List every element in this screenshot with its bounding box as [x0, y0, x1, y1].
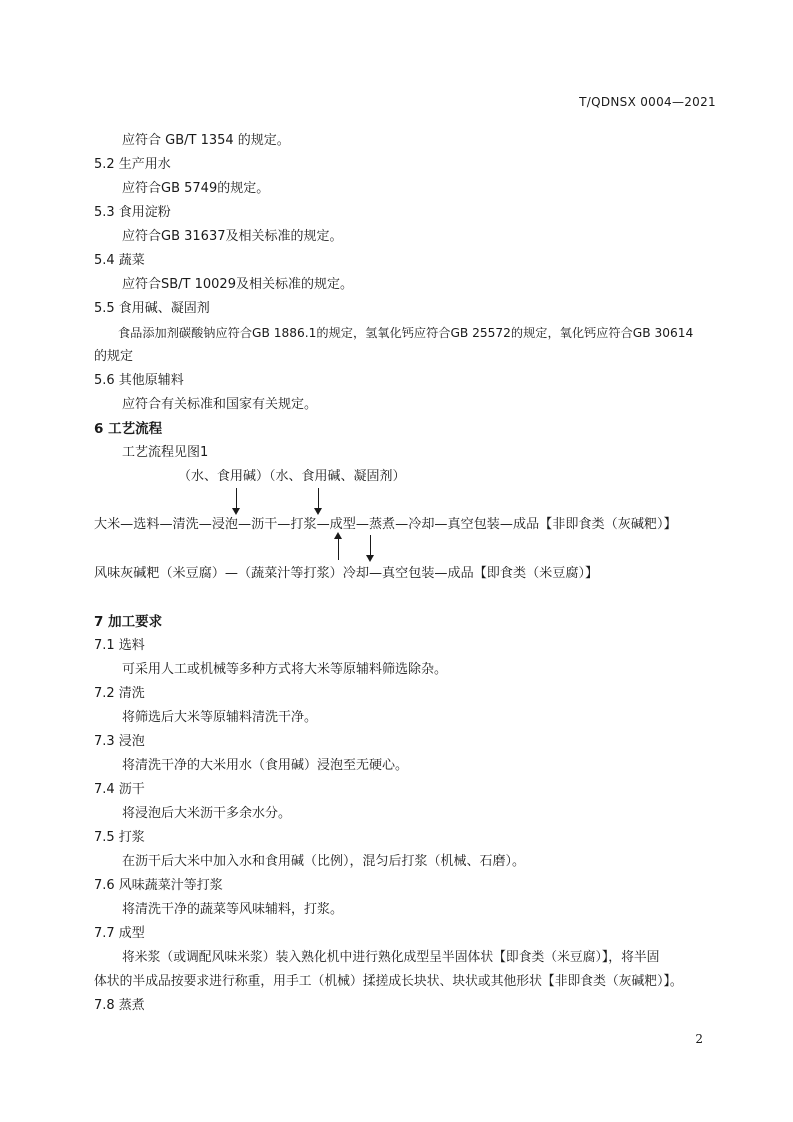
text-5-4-body: 应符合SB/T 10029及相关标准的规定。 [122, 277, 353, 292]
text-5-2-body: 应符合GB 5749的规定。 [122, 181, 270, 196]
page-number: 2 [695, 1032, 703, 1046]
text-7-7-body-cont: 体状的半成品按要求进行称重，用手工（机械）揉搓成长块状、块状或其他形状【非即食类（灰碱粑）】。 [94, 974, 683, 989]
arrow-shaft-soak [236, 488, 237, 510]
heading-7-1: 7.1 选料 [94, 638, 145, 653]
arrow-shaft-cool [370, 535, 371, 557]
arrow-shaft-flavor [338, 538, 339, 560]
text-7-6-body: 将清洗干净的蔬菜等风味辅料，打浆。 [122, 902, 344, 917]
flow-input-labels: （水、食用碱）（水、食用碱、凝固剂） [178, 469, 406, 484]
heading-7-8: 7.8 蒸煮 [94, 998, 145, 1013]
arrow-down-icon [232, 508, 240, 515]
text-7-7-body: 将米浆（或调配风味米浆）装入熟化机中进行熟化成型呈半固体状【即食类（米豆腐）】，将半固 [122, 950, 660, 965]
text-6-body: 工艺流程见图1 [122, 445, 209, 460]
text-5-3-body: 应符合GB 31637及相关标准的规定。 [122, 229, 343, 244]
heading-7-3: 7.3 浸泡 [94, 734, 145, 749]
heading-7-7: 7.7 成型 [94, 926, 145, 941]
heading-5-5: 5.5 食用碱、凝固剂 [94, 301, 210, 316]
text-5-6-body: 应符合有关标准和国家有关规定。 [122, 397, 318, 412]
flow-row-main: 大米—选料—清洗—浸泡—沥干—打浆—成型—蒸煮—冷却—真空包装—成品【非即食类（灰碱粑）】 [94, 517, 677, 532]
text-5-1-body: 应符合 GB/T 1354 的规定。 [122, 133, 290, 148]
text-7-4-body: 将浸泡后大米沥干多余水分。 [122, 806, 292, 821]
text-7-1-body: 可采用人工或机械等多种方式将大米等原辅料筛选除杂。 [122, 662, 448, 677]
standard-code: T/QDNSX 0004—2021 [579, 95, 716, 109]
text-7-2-body: 将筛选后大米等原辅料清洗干净。 [122, 710, 318, 725]
heading-5-6: 5.6 其他原辅料 [94, 373, 184, 388]
heading-6: 6 工艺流程 [94, 421, 163, 437]
heading-7-5: 7.5 打浆 [94, 830, 145, 845]
text-7-3-body: 将清洗干净的大米用水（食用碱）浸泡至无硬心。 [122, 758, 409, 773]
flow-row-instant: 风味灰碱粑（米豆腐）—（蔬菜汁等打浆）冷却—真空包装—成品【即食类（米豆腐）】 [94, 566, 599, 581]
text-5-5-body-cont: 的规定 [94, 349, 134, 364]
heading-5-2: 5.2 生产用水 [94, 157, 171, 172]
heading-5-3: 5.3 食用淀粉 [94, 205, 171, 220]
text-5-5-body: 食品添加剂碳酸钠应符合GB 1886.1的规定，氢氧化钙应符合GB 25572的规定，氧化钙应符合GB 30614 [118, 326, 694, 340]
heading-7-6: 7.6 风味蔬菜汁等打浆 [94, 878, 223, 893]
arrow-down-icon [366, 555, 374, 562]
heading-7-2: 7.2 清洗 [94, 686, 145, 701]
heading-7-4: 7.4 沥干 [94, 782, 145, 797]
heading-5-4: 5.4 蔬菜 [94, 253, 145, 268]
heading-7: 7 加工要求 [94, 614, 163, 630]
arrow-down-icon [314, 508, 322, 515]
text-7-5-body: 在沥干后大米中加入水和食用碱（比例），混匀后打浆（机械、石磨）。 [122, 854, 526, 869]
arrow-shaft-pulp [318, 488, 319, 510]
